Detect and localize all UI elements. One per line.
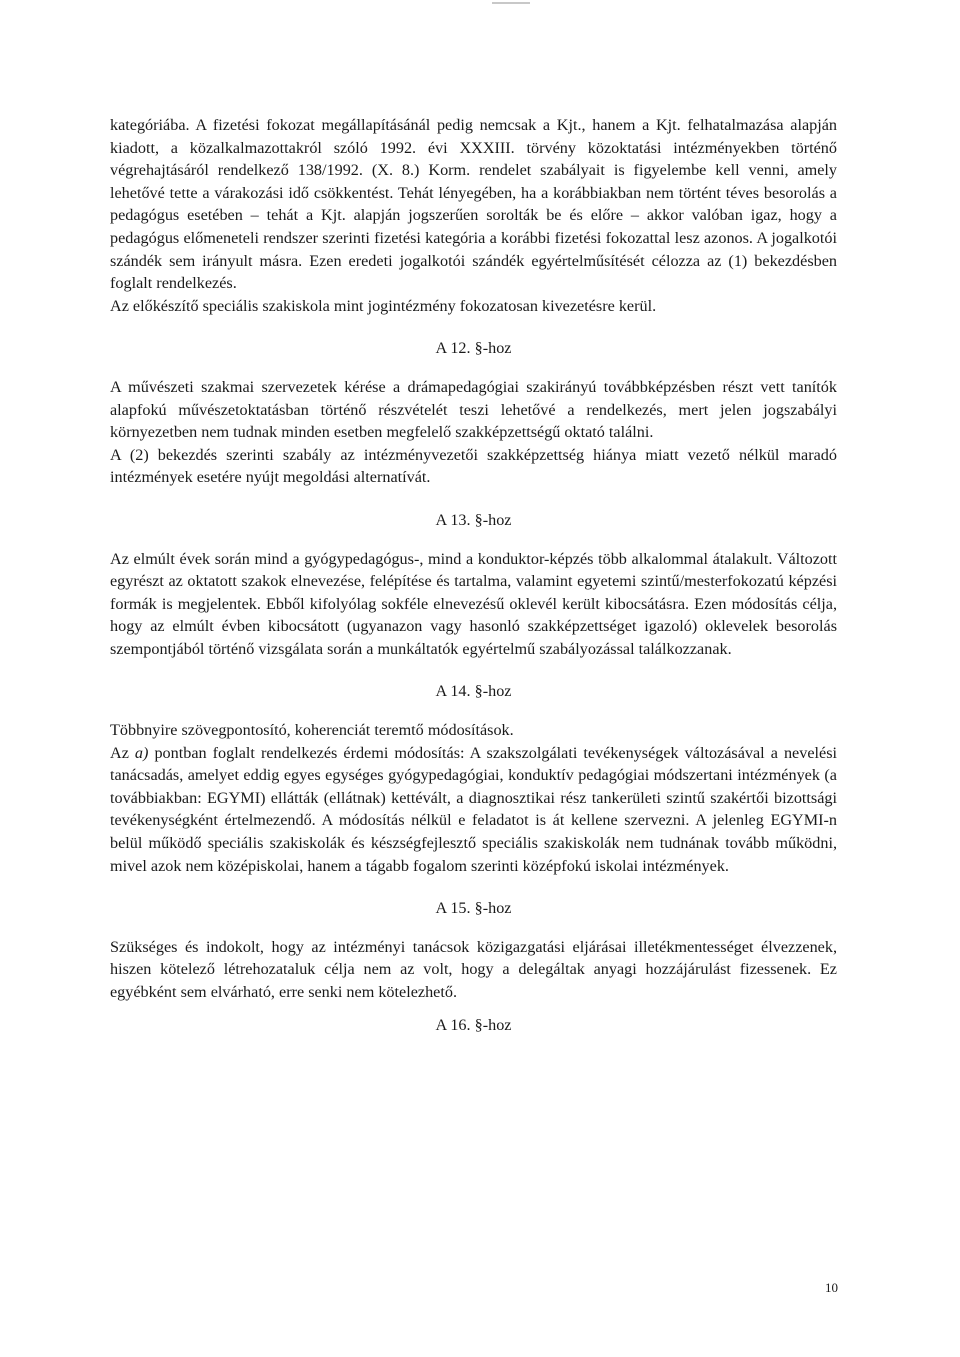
section-heading-14: A 14. §-hoz bbox=[435, 682, 512, 701]
paragraph-muveszeti: A művészeti szakmai szervezetek kérése a drámapedagógiai szakirányú továbbképzésben részt vett tanítók alapfokú művészetoktatásban történő részvételét teszi lehetővé a rendelkezés, mert jelen jogszabályi környezetben nem tudnak minden esetben megfelelő szakképzettségű oktató találni. bbox=[110, 377, 837, 442]
page-number: 10 bbox=[825, 1280, 838, 1295]
section-heading-15: A 15. §-hoz bbox=[435, 899, 512, 918]
paragraph-pontban bbox=[110, 742, 837, 878]
paragraph-kategoriaba: kategóriába. A fizetési fokozat megállapításánál pedig nemcsak a Kjt., hanem a Kjt. felhatalmazása alapján kiadott, a közalkalmazottakról szóló 1992. évi XXXIII. törvény közoktatási intézményekben történő végrehajtásáról rendelkező 138/1992. (X. 8.) Korm. rendelet szabályait is figyelembe kell venni, amely lehetővé tette a várakozási idő csökkentést. Tehát lényegében, ha a korábbiakban nem történt téves besorolás a pedagógus esetében – tehát a Kjt. alapján jogszerűen sorolták be és előre – akkor valóban igaz, hogy a pedagógus előmeneteli rendszer szerinti fizetési kategória a korábbi fizetési fokozattal lesz azonos. A jogalkotói szándék sem irányult másra. Ezen eredeti jogalkotói szándék egyértelműsítését célozza az (1) bekezdésben foglalt rendelkezés. bbox=[110, 116, 837, 293]
paragraph-elmult-evek: Az elmúlt évek során mind a gyógypedagógus-, mind a konduktor-képzés több alkalommal átalakult. Változott egyrészt az oktatott szakok elnevezése, felépítése és tartalma, valamint egyetemi szintű/mesterfokozatú képzési formák is megjelentek. Ebből kifolyólag sokféle elnevezésű oklevél került kibocsátásra. Ezen módosítás célja, hogy az elmúlt évben kibocsátott (ugyanazon vagy hasonló szakképzettséget igazoló) oklevelek besorolás szempontjából történő vizsgálata során a munkáltatók egyértelmű szabályozással találkozzanak. bbox=[110, 549, 837, 658]
paragraph-tobbnyire: Többnyire szövegpontosító, koherenciát teremtő módosítások. bbox=[110, 721, 514, 740]
paragraph-szukseges: Szükséges és indokolt, hogy az intézményi tanácsok közigazgatási eljárásai illetékmentességet élvezzenek, hiszen kötelező létrehozataluk célja nem az volt, hogy a delegáltak anyagi hozzájárulást fizessenek. Ez egyébként sem elvárható, erre senki nem kötelezhető. bbox=[110, 937, 837, 1001]
section-heading-16: A 16. §-hoz bbox=[435, 1015, 512, 1034]
paragraph-elokeszito: Az előkészítő speciális szakiskola mint jogintézmény fokozatosan kivezetésre kerül. bbox=[110, 296, 657, 315]
paragraph-pontban-point-ref: a) bbox=[134, 743, 149, 762]
paragraph-bekezdes-2: A (2) bekezdés szerinti szabály az intézményvezetői szakképzettség hiánya miatt vezető nélkül maradó intézmények esetére nyújt megoldási alternatívát. bbox=[110, 445, 837, 487]
section-heading-13: A 13. §-hoz bbox=[435, 510, 512, 529]
paragraph-pontban-prefix: Az bbox=[110, 743, 135, 762]
paragraph-pontban-body: pontban foglalt rendelkezés érdemi módosítás: A szakszolgálati tevékenységek változásával a nevelési tanácsadás, amelyet eddig egyes egységes gyógypedagógiai, konduktív pedagógiai módszertani intézmények (a továbbiakban: EGYMI) ellátták (ellátnak) kettévált, a diagnosztikai rész tankerületi szintű szakértői bizottsági tevékenységként értelmezendő. A módosítás nélkül e feladatot is át kellene szervezni. A jelenleg EGYMI-n belül működő speciális szakiskolák és készségfejlesztő speciális szakiskolák nem tudnának tovább működni, mivel azok nem középiskolai, hanem a tágabb fogalom szerinti középfokú iskolai intézmények. bbox=[110, 743, 837, 875]
scan-artifact-mark bbox=[492, 2, 530, 4]
section-heading-12: A 12. §-hoz bbox=[435, 339, 512, 358]
document-page bbox=[110, 114, 837, 1036]
